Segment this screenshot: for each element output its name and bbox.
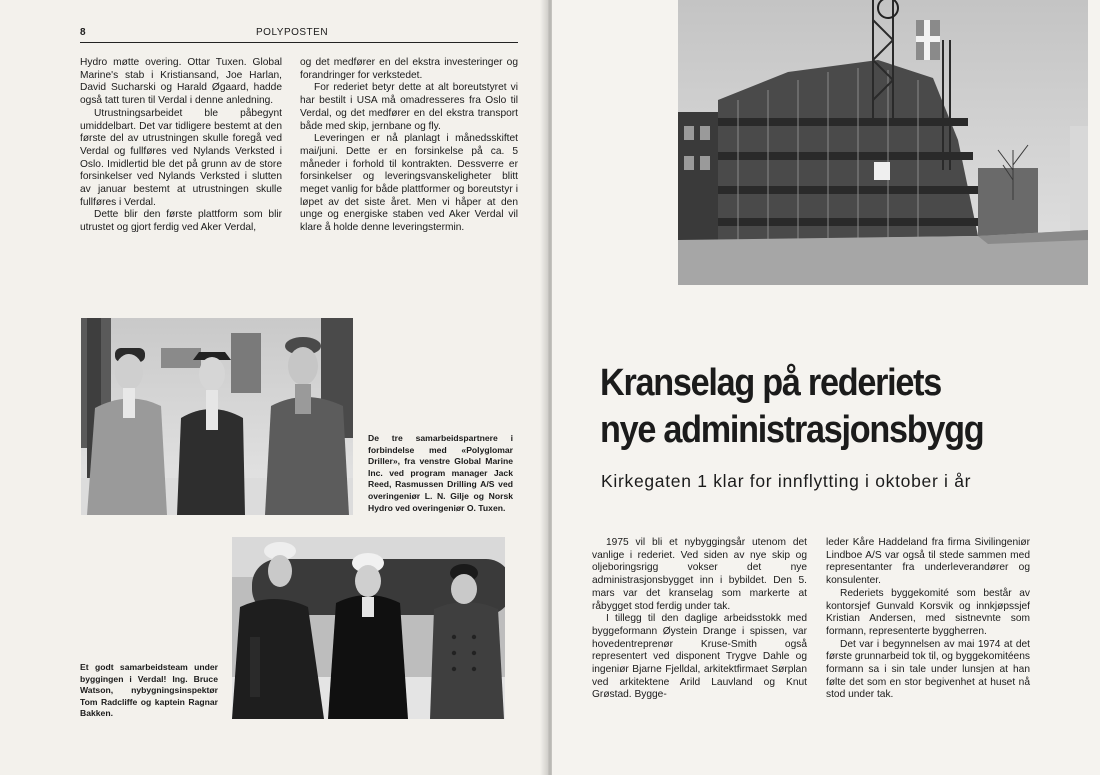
paragraph: Dette blir den første plattform som blir utrustet og gjort ferdig ved Aker Verdal, — [80, 209, 282, 234]
paragraph: Det var i begynnelsen av mai 1974 at det første grunnarbeid tok til, og byggekomitéens formann sa i sin tale under lunsjen at han følte det som en stor begivenhet at huset nå stod under tak. — [826, 638, 1030, 701]
left-page — [0, 0, 548, 775]
paragraph: leder Kåre Haddeland fra firma Sivilingeniør Lindboe A/S var også til stede sammen med representanter fra underleverandører og konsulenter. — [826, 537, 1030, 587]
caption-three-partners: De tre samarbeidspartnere i forbindelse med «Polyglomar Driller», fra venstre Global Marine Inc. ved program manager Jack Reed, Rasmussen Drilling A/S ved overingeniør L. N. Gilje og Norsk Hydro ved overingeniør O. Tuxen. — [368, 433, 513, 513]
right-column-2 — [826, 537, 1030, 702]
photo-team-verdal — [232, 537, 505, 719]
left-column-1 — [80, 57, 282, 235]
paragraph: Rederiets byggekomité som består av kontorsjef Gunvald Korsvik og innkjøpssjef Kristian Andersen, med sistnevnte som formann, representerte byggherren. — [826, 587, 1030, 637]
paragraph: For rederiet betyr dette at alt boreutstyret vi har bestilt i USA må omadresseres fra Oslo til Verdal, og det medfører en del ekstra transport både med skip, jernbane og fly. — [300, 82, 518, 132]
caption-team: Et godt samarbeidsteam under byggingen i Verdal! Ing. Bruce Watson, nybygningsinspektør Tom Radcliffe og kaptein Ragnar Bakken. — [80, 662, 218, 719]
article-subheadline: Kirkegaten 1 klar for innflytting i oktober i år — [601, 471, 972, 491]
left-column-2 — [300, 57, 518, 235]
paragraph: 1975 vil bli et nybyggingsår utenom det vanlige i rederiet. Ved siden av nye skip og oljeboringsrigg vokser det nye administrasjonsbygget inn i bybildet. Den 5. mars var det kranselag som markerte at råbygget stod ferdig under tak. — [592, 537, 807, 612]
headline-line-2: nye administrasjonsbygg — [600, 409, 984, 451]
publication-name: POLYPOSTEN — [256, 27, 329, 38]
paragraph: og det medfører en del ekstra investeringer og forandringer for verkstedet. — [300, 57, 518, 81]
right-column-1 — [592, 537, 807, 702]
page-header — [80, 27, 518, 41]
header-rule — [80, 42, 518, 43]
paragraph: Hydro møtte overing. Ottar Tuxen. Global Marine's stab i Kristiansand, Joe Harlan, David Sucharski og Harald Øgaard, hadde også tatt turen til Verdal i denne anledning. — [80, 57, 282, 107]
paragraph: Leveringen er nå planlagt i månedsskiftet mai/juni. Dette er en forsinkelse på ca. 5 måneder i forhold til kontrakten. Dessverre er forsinkelser og leveringsvanskeligheter blitt meget vanlig for både plattformer og boreutstyr i løpet av det siste året. Men vi håper at den unge og energiske staben ved Aker Verdal vil klare å holde denne leveringstermin. — [300, 133, 518, 234]
headline-line-1: Kranselag på rederiets — [600, 362, 942, 404]
paragraph: I tillegg til den daglige arbeidsstokk med byggeformann Øystein Drange i spissen, var hovedentreprenør Kruse-Smith også representert ved disponent Trygve Dahle og ingeniør Bjarne Fjelldal, arkitektfirmaet Sørplan ved arkitektene Arild Lauvland og Knut Grøstad. Bygge- — [592, 613, 807, 701]
photo-three-partners — [81, 318, 353, 515]
paragraph: Utrustningsarbeidet ble påbegynt umiddelbart. Det var tidligere bestemt at den første del av utrustningen skulle foregå ved Verdal og fullføres ved Nylands Verksted i Oslo. Imidlertid ble det på grunn av de store forsinkelser ved Nylands Verksted i slutten av januar bestemt at utrustningen skulle fullføres i Verdal. — [80, 107, 282, 208]
article-headline — [600, 360, 1023, 454]
page-number: 8 — [80, 27, 87, 38]
photo-building-construction — [678, 0, 1088, 285]
